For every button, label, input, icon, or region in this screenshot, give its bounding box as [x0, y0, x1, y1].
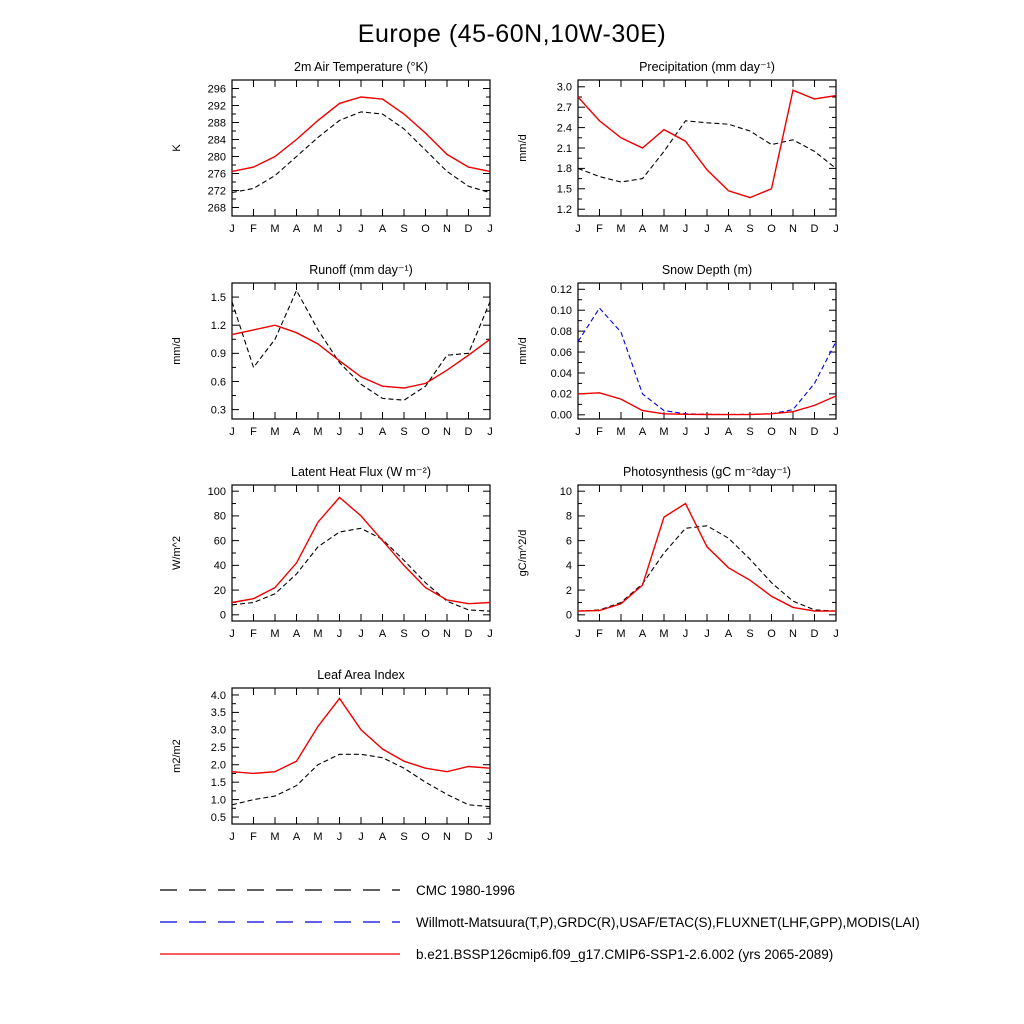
- svg-text:2.7: 2.7: [556, 102, 572, 114]
- svg-text:J: J: [336, 831, 343, 843]
- svg-text:0.12: 0.12: [550, 284, 572, 297]
- svg-text:M: M: [313, 628, 323, 640]
- svg-text:296: 296: [207, 83, 226, 96]
- svg-text:F: F: [250, 628, 257, 640]
- svg-text:0.5: 0.5: [210, 811, 226, 824]
- svg-text:J: J: [229, 426, 235, 438]
- svg-text:A: A: [378, 628, 387, 640]
- svg-text:Snow Depth (m): Snow Depth (m): [661, 263, 753, 277]
- svg-text:1.2: 1.2: [210, 320, 226, 333]
- svg-text:J: J: [487, 831, 493, 843]
- svg-text:40: 40: [213, 560, 226, 573]
- svg-text:D: D: [464, 831, 473, 843]
- chart-photosynthesis: [494, 463, 862, 659]
- svg-text:J: J: [487, 628, 493, 640]
- svg-text:M: M: [313, 223, 323, 235]
- svg-text:J: J: [229, 831, 235, 843]
- svg-text:Precipitation (mm day⁻¹): Precipitation (mm day⁻¹): [639, 60, 775, 74]
- chart-runoff: [148, 261, 516, 457]
- svg-text:S: S: [400, 831, 408, 843]
- svg-text:J: J: [575, 426, 581, 438]
- svg-text:J: J: [682, 628, 689, 640]
- svg-text:284: 284: [207, 134, 226, 147]
- svg-text:272: 272: [207, 185, 226, 198]
- svg-text:10: 10: [559, 485, 572, 498]
- svg-text:N: N: [443, 831, 451, 843]
- svg-text:O: O: [767, 628, 776, 640]
- svg-text:S: S: [400, 426, 408, 438]
- svg-text:0.04: 0.04: [550, 367, 572, 380]
- svg-text:A: A: [292, 628, 301, 640]
- panel-svg-precipitation: [494, 58, 862, 254]
- svg-text:M: M: [659, 223, 669, 235]
- svg-text:276: 276: [207, 168, 226, 181]
- svg-text:S: S: [746, 223, 754, 235]
- svg-text:J: J: [487, 223, 493, 235]
- legend-item-model: [158, 938, 920, 970]
- panel-svg-snow-depth: [494, 261, 862, 457]
- svg-text:J: J: [575, 628, 581, 640]
- panel-svg-latent-heat-flux: [148, 463, 516, 659]
- svg-text:O: O: [767, 223, 776, 235]
- svg-text:0: 0: [219, 609, 226, 622]
- svg-text:D: D: [464, 223, 473, 235]
- svg-text:A: A: [724, 223, 733, 235]
- svg-text:F: F: [250, 426, 257, 438]
- svg-text:mm/d: mm/d: [171, 337, 183, 365]
- svg-text:A: A: [638, 628, 647, 640]
- svg-text:268: 268: [207, 202, 226, 215]
- svg-text:J: J: [833, 628, 839, 640]
- svg-text:F: F: [250, 831, 257, 843]
- svg-text:M: M: [659, 426, 669, 438]
- chart-precipitation: [494, 58, 862, 254]
- svg-text:J: J: [833, 223, 839, 235]
- legend-line-sample-model: [158, 947, 402, 961]
- svg-text:2: 2: [565, 584, 572, 597]
- svg-text:S: S: [400, 628, 408, 640]
- svg-text:Runoff (mm day⁻¹): Runoff (mm day⁻¹): [309, 263, 413, 277]
- svg-text:3.0: 3.0: [556, 81, 572, 94]
- svg-text:gC/m^2/d: gC/m^2/d: [517, 529, 529, 577]
- svg-text:0.02: 0.02: [550, 388, 572, 401]
- svg-text:A: A: [292, 223, 301, 235]
- svg-text:J: J: [336, 223, 343, 235]
- svg-text:0.10: 0.10: [550, 305, 572, 317]
- svg-text:N: N: [789, 628, 797, 640]
- svg-text:S: S: [746, 628, 754, 640]
- svg-text:0.00: 0.00: [550, 409, 572, 422]
- svg-text:6: 6: [565, 535, 572, 548]
- svg-text:N: N: [443, 223, 451, 235]
- svg-text:F: F: [596, 628, 603, 640]
- svg-text:m2/m2: m2/m2: [171, 739, 183, 773]
- svg-text:Photosynthesis (gC m⁻²day⁻¹): Photosynthesis (gC m⁻²day⁻¹): [622, 465, 792, 479]
- svg-text:M: M: [659, 628, 669, 640]
- svg-text:mm/d: mm/d: [517, 337, 529, 365]
- svg-text:100: 100: [207, 485, 226, 498]
- svg-text:M: M: [270, 831, 280, 843]
- svg-text:288: 288: [207, 117, 226, 130]
- svg-text:A: A: [724, 628, 733, 640]
- svg-text:1.5: 1.5: [556, 183, 572, 196]
- panel-svg-2m-air-temperature: [148, 58, 516, 254]
- svg-text:280: 280: [207, 151, 226, 164]
- svg-text:J: J: [358, 831, 364, 843]
- svg-text:M: M: [270, 223, 280, 235]
- svg-text:N: N: [443, 426, 451, 438]
- svg-text:J: J: [704, 223, 710, 235]
- svg-text:A: A: [378, 223, 387, 235]
- legend-item-obs1: [158, 874, 920, 906]
- chart-latent-heat-flux: [148, 463, 516, 659]
- svg-text:2.0: 2.0: [210, 759, 226, 772]
- svg-text:M: M: [313, 426, 323, 438]
- svg-text:4.0: 4.0: [210, 689, 226, 702]
- svg-text:S: S: [400, 223, 408, 235]
- legend-line-sample-obs1: [158, 883, 402, 897]
- svg-text:20: 20: [213, 584, 226, 597]
- svg-text:3.0: 3.0: [210, 724, 226, 737]
- svg-text:mm/d: mm/d: [517, 134, 529, 162]
- chart-2m-air-temperature: [148, 58, 516, 254]
- svg-text:2.4: 2.4: [556, 122, 572, 135]
- svg-text:O: O: [421, 426, 430, 438]
- svg-text:A: A: [378, 426, 387, 438]
- panel-svg-photosynthesis: [494, 463, 862, 659]
- svg-text:D: D: [464, 426, 473, 438]
- svg-text:N: N: [789, 426, 797, 438]
- svg-text:N: N: [443, 628, 451, 640]
- svg-text:W/m^2: W/m^2: [171, 536, 183, 570]
- svg-text:M: M: [270, 426, 280, 438]
- svg-text:A: A: [292, 831, 301, 843]
- svg-text:A: A: [638, 223, 647, 235]
- svg-text:J: J: [358, 628, 364, 640]
- svg-text:S: S: [746, 426, 754, 438]
- svg-text:2.1: 2.1: [556, 142, 572, 155]
- legend-label-obs2: Willmott-Matsuura(T,P),GRDC(R),USAF/ETAC(S),FLUXNET(LHF,GPP),MODIS(LAI): [416, 914, 920, 930]
- svg-text:O: O: [421, 831, 430, 843]
- svg-text:M: M: [616, 426, 626, 438]
- svg-text:2m Air Temperature (°K): 2m Air Temperature (°K): [294, 60, 428, 74]
- svg-text:60: 60: [213, 535, 226, 548]
- svg-text:J: J: [229, 223, 235, 235]
- svg-text:N: N: [789, 223, 797, 235]
- svg-text:J: J: [487, 426, 493, 438]
- svg-text:3.5: 3.5: [210, 707, 226, 720]
- svg-text:J: J: [358, 223, 364, 235]
- svg-text:Latent Heat Flux (W m⁻²): Latent Heat Flux (W m⁻²): [291, 465, 431, 479]
- svg-text:Leaf Area Index: Leaf Area Index: [317, 668, 405, 682]
- svg-text:1.2: 1.2: [556, 204, 572, 216]
- chart-leaf-area-index: [148, 666, 516, 862]
- svg-text:O: O: [767, 426, 776, 438]
- legend-item-obs2: [158, 906, 920, 938]
- chart-snow-depth: [494, 261, 862, 457]
- svg-text:0: 0: [565, 609, 572, 622]
- svg-text:J: J: [704, 628, 710, 640]
- svg-text:M: M: [616, 628, 626, 640]
- svg-text:0.06: 0.06: [550, 346, 572, 359]
- svg-text:O: O: [421, 628, 430, 640]
- svg-text:A: A: [724, 426, 733, 438]
- svg-text:1.5: 1.5: [210, 776, 226, 789]
- svg-text:F: F: [596, 426, 603, 438]
- svg-text:292: 292: [207, 100, 226, 113]
- svg-text:8: 8: [565, 510, 572, 523]
- svg-text:K: K: [171, 144, 183, 152]
- svg-text:J: J: [336, 426, 343, 438]
- svg-text:F: F: [250, 223, 257, 235]
- legend: [158, 874, 920, 970]
- panel-svg-runoff: [148, 261, 516, 457]
- svg-text:0.6: 0.6: [210, 376, 226, 389]
- svg-text:J: J: [336, 628, 343, 640]
- figure-title: Europe (45-60N,10W-30E): [357, 20, 667, 48]
- svg-text:A: A: [292, 426, 301, 438]
- svg-text:2.5: 2.5: [210, 742, 226, 755]
- panel-svg-leaf-area-index: [148, 666, 516, 862]
- svg-text:M: M: [313, 831, 323, 843]
- svg-text:0.3: 0.3: [210, 404, 226, 417]
- svg-text:1.5: 1.5: [210, 291, 226, 304]
- svg-text:A: A: [378, 831, 387, 843]
- svg-text:0.08: 0.08: [550, 325, 572, 338]
- svg-text:D: D: [810, 223, 819, 235]
- legend-label-obs1: CMC 1980-1996: [416, 882, 516, 898]
- legend-line-sample-obs2: [158, 915, 402, 929]
- svg-text:O: O: [421, 223, 430, 235]
- svg-text:D: D: [810, 628, 819, 640]
- svg-text:M: M: [270, 628, 280, 640]
- svg-text:D: D: [810, 426, 819, 438]
- svg-text:J: J: [358, 426, 364, 438]
- svg-text:80: 80: [213, 510, 226, 523]
- legend-label-model: b.e21.BSSP126cmip6.f09_g17.CMIP6-SSP1-2.6.002 (yrs 2065-2089): [416, 946, 834, 962]
- svg-text:J: J: [229, 628, 235, 640]
- svg-text:1.8: 1.8: [556, 163, 572, 176]
- svg-text:J: J: [704, 426, 710, 438]
- svg-text:0.9: 0.9: [210, 348, 226, 361]
- svg-text:M: M: [616, 223, 626, 235]
- svg-text:J: J: [682, 223, 689, 235]
- svg-text:J: J: [682, 426, 689, 438]
- svg-text:A: A: [638, 426, 647, 438]
- svg-text:J: J: [575, 223, 581, 235]
- svg-text:D: D: [464, 628, 473, 640]
- svg-text:4: 4: [565, 560, 572, 573]
- svg-text:J: J: [833, 426, 839, 438]
- svg-text:1.0: 1.0: [210, 794, 226, 807]
- svg-text:F: F: [596, 223, 603, 235]
